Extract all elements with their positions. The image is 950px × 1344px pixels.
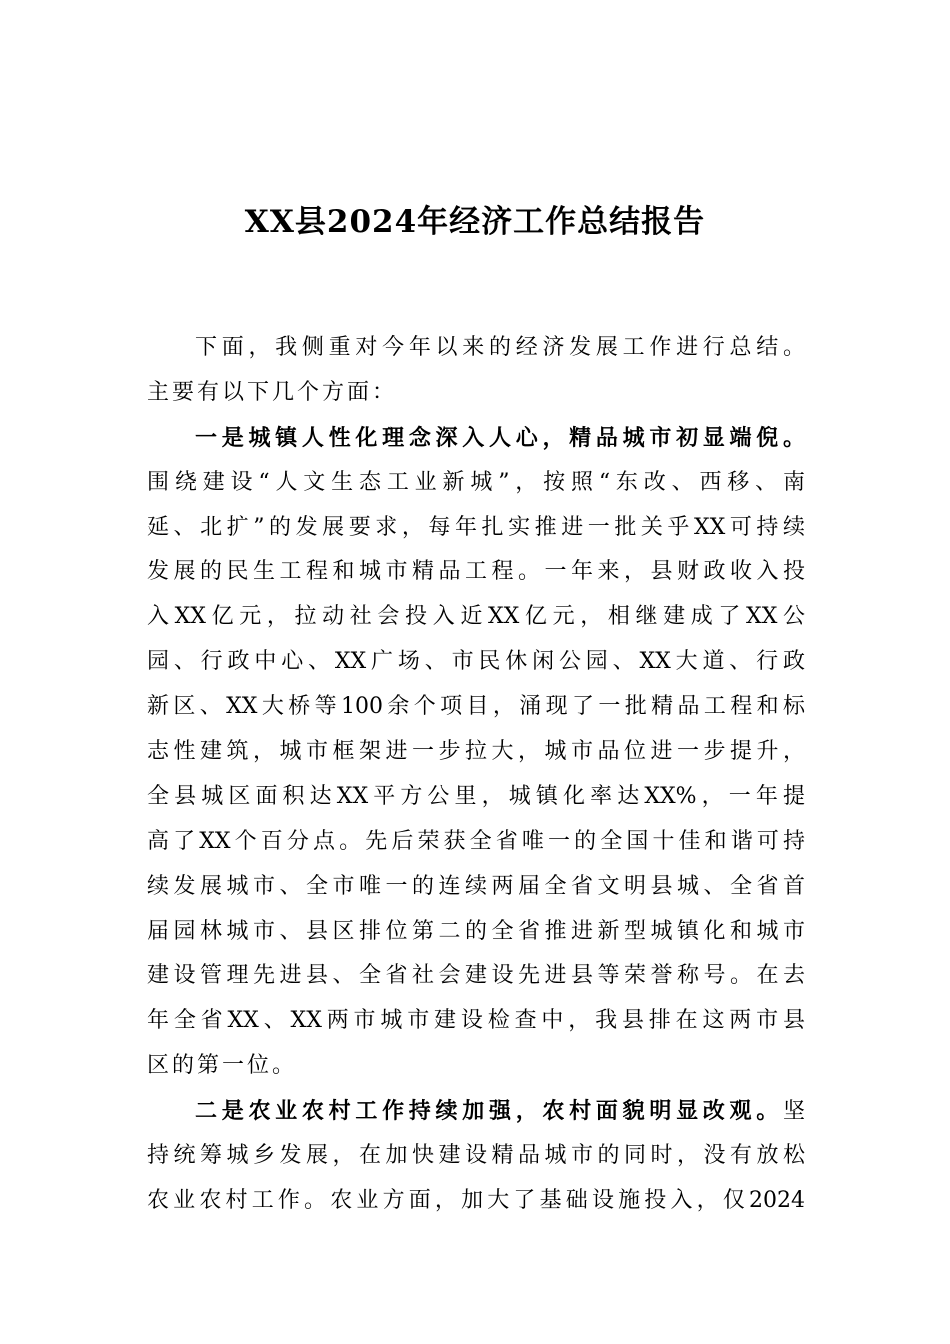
- paragraph-line: 持统筹城乡发展，在加快建设精品城市的同时，没有放松: [147, 1143, 805, 1169]
- paragraph-line: 年全省XX、XX两市城市建设检查中，我县排在这两市县: [147, 1008, 805, 1034]
- paragraph-line: 下面，我侧重对今年以来的经济发展工作进行总结。: [195, 335, 805, 360]
- paragraph-line: 建设管理先进县、全省社会建设先进县等荣誉称号。在去: [147, 963, 805, 989]
- paragraph-line: 新区、XX大桥等100余个项目，涌现了一批精品工程和标: [147, 694, 805, 720]
- paragraph-line: 入XX亿元，拉动社会投入近XX亿元，相继建成了XX公: [147, 604, 805, 630]
- paragraph-line: 全县城区面积达XX平方公里，城镇化率达XX%，一年提: [147, 783, 805, 809]
- paragraph-text: 坚: [782, 1099, 805, 1125]
- document-title: XX县2024年经济工作总结报告: [244, 204, 706, 240]
- paragraph-line: 主要有以下几个方面：: [147, 379, 398, 405]
- paragraph-line: 围绕建设“人文生态工业新城”，按照“东改、西移、南: [147, 469, 805, 495]
- paragraph-line: 农业农村工作。农业方面，加大了基础设施投入，仅2024: [147, 1187, 805, 1213]
- paragraph-line: 发展的民生工程和城市精品工程。一年来，县财政收入投: [147, 559, 805, 585]
- section-heading-line: [147, 1089, 805, 1134]
- paragraph-line: 区的第一位。: [147, 1053, 298, 1079]
- section-heading: 二是农业农村工作持续加强，农村面貌明显改观。: [195, 1098, 783, 1125]
- section-heading: 一是城镇人性化理念深入人心，精品城市初显端倪。: [195, 424, 805, 451]
- section-heading-line: [147, 416, 805, 461]
- paragraph-line: 延、北扩”的发展要求，每年扎实推进一批关乎XX可持续: [147, 514, 805, 540]
- paragraph-line: 园、行政中心、XX广场、市民休闲公园、XX大道、行政: [147, 649, 805, 675]
- paragraph-line: 续发展城市、全市唯一的连续两届全省文明县城、全省首: [147, 873, 805, 899]
- paragraph-line: 届园林城市、县区排位第二的全省推进新型城镇化和城市: [147, 918, 805, 944]
- paragraph-line: 志性建筑，城市框架进一步拉大，城市品位进一步提升，: [147, 739, 805, 765]
- document-body: [147, 326, 805, 1224]
- paragraph-line: 高了XX个百分点。先后荣获全省唯一的全国十佳和谐可持: [147, 828, 805, 854]
